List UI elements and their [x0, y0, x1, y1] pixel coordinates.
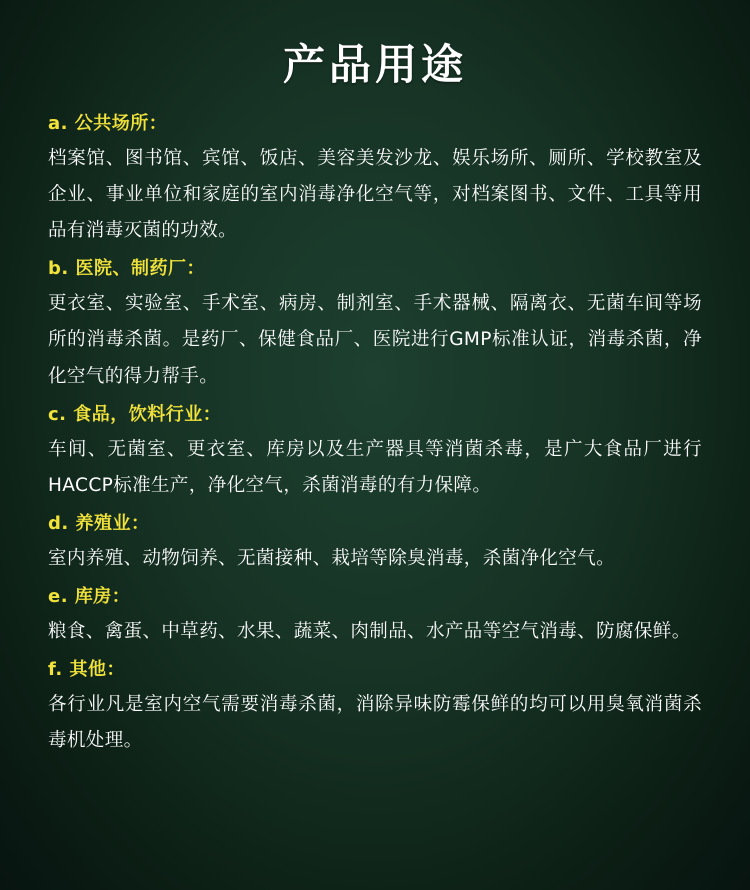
section-public-places	[48, 106, 702, 249]
page-title: 产品用途	[282, 40, 467, 89]
section-body: 粮食、禽蛋、中草药、水果、蔬菜、肉制品、水产品等空气消毒、防腐保鲜。	[48, 621, 691, 643]
section-heading: c. 食品，饮料行业：	[48, 403, 222, 425]
section-heading: b. 医院、制药厂：	[48, 258, 205, 280]
section-body: 更衣室、实验室、手术室、病房、制剂室、手术器械、隔离衣、无菌车间等场所的消毒杀菌。是药厂、保健食品厂、医院进行GMP标准认证，消毒杀菌，净化空气的得力帮手。	[48, 293, 702, 387]
section-breeding	[48, 506, 702, 577]
section-hospital-pharma	[48, 251, 702, 394]
section-food-beverage	[48, 397, 702, 504]
section-heading: e. 库房：	[48, 585, 131, 607]
section-heading: d. 养殖业：	[48, 512, 150, 534]
section-body: 各行业凡是室内空气需要消毒杀菌，消除异味防霉保鲜的均可以用臭氧消菌杀毒机处理。	[48, 694, 702, 752]
section-body: 档案馆、图书馆、宾馆、饭店、美容美发沙龙、娱乐场所、厕所、学校教室及企业、事业单位和家庭的室内消毒净化空气等，对档案图书、文件、工具等用品有消毒灭菌的功效。	[48, 148, 702, 242]
section-body: 室内养殖、动物饲养、无菌接种、栽培等除臭消毒，杀菌净化空气。	[48, 547, 616, 569]
section-other	[48, 652, 702, 759]
section-body: 车间、无菌室、更衣室、库房以及生产器具等消菌杀毒，是广大食品厂进行HACCP标准生产，净化空气，杀菌消毒的有力保障。	[48, 438, 702, 496]
section-heading: f. 其他：	[48, 659, 125, 681]
section-warehouse	[48, 579, 702, 650]
section-heading: a. 公共场所：	[48, 113, 168, 134]
